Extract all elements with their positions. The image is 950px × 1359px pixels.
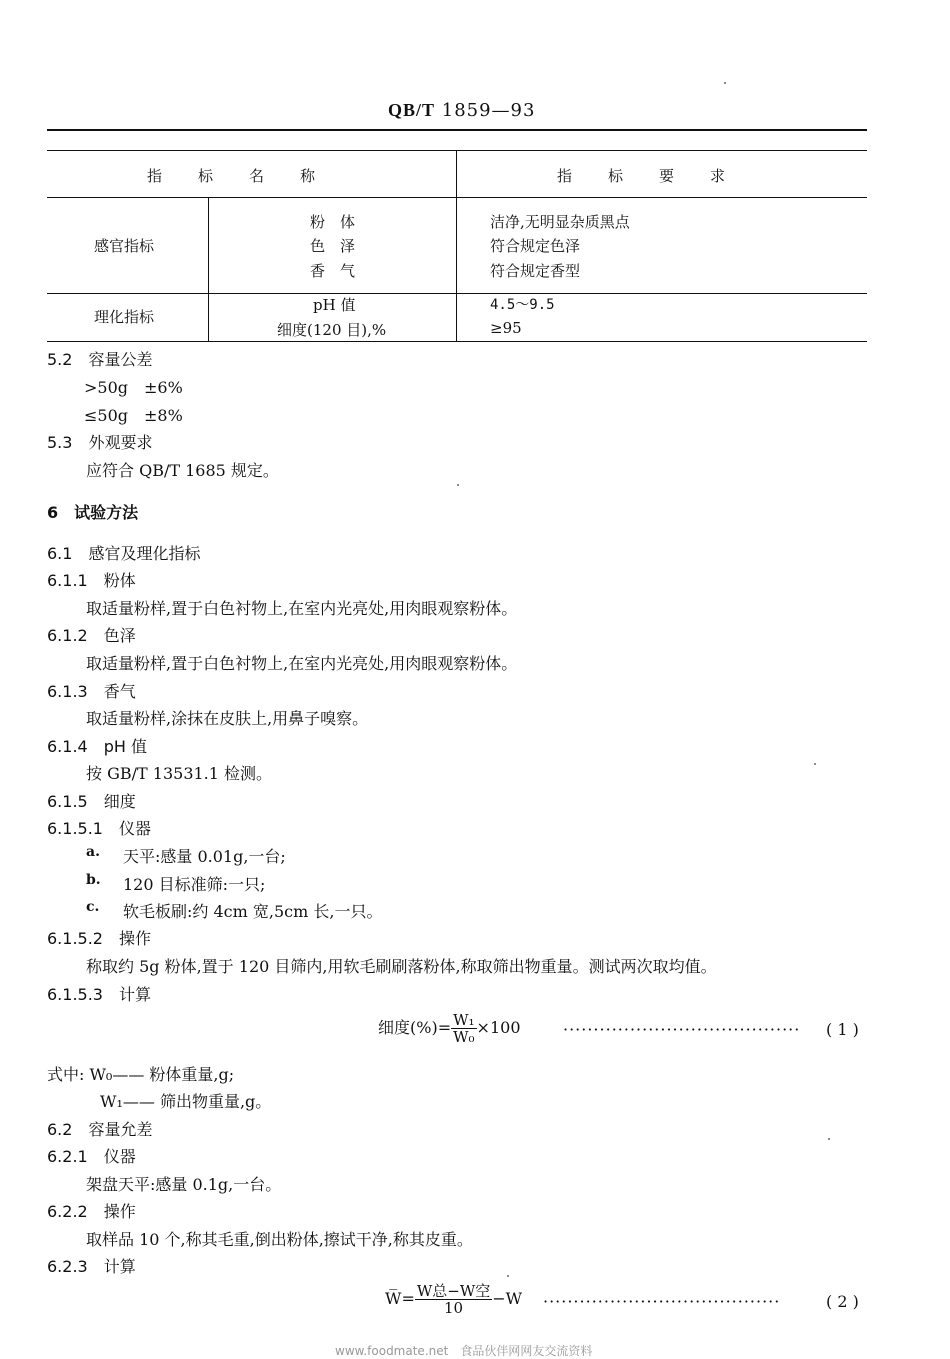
table-category-sensory: 感官指标 — [94, 237, 155, 255]
header-rule — [47, 129, 867, 131]
section-6-heading: 6 试验方法 — [47, 503, 139, 522]
section-6-1-5-heading: 6.1.5 细度 — [47, 792, 136, 811]
formula-2-denominator: 10 — [444, 1299, 464, 1317]
table-item-req: 4.5～9.5 — [490, 297, 555, 313]
scan-speck — [724, 82, 726, 84]
section-6-2-heading: 6.2 容量允差 — [47, 1120, 153, 1139]
list-item-c: 软毛板刷:约 4cm 宽,5cm 长,一只。 — [123, 902, 383, 921]
formula-2 — [385, 1283, 522, 1316]
formula-2-number: ( 2 ) — [826, 1292, 859, 1311]
section-6-1-4-text: 按 GB/T 13531.1 检测。 — [86, 764, 273, 783]
formula-2-lhs: W̅= — [385, 1289, 415, 1308]
formula-2-fraction — [415, 1283, 492, 1316]
section-6-2-1-heading: 6.2.1 仪器 — [47, 1147, 136, 1166]
formula-1-number: ( 1 ) — [826, 1020, 859, 1039]
section-6-1-5-3-heading: 6.1.5.3 计算 — [47, 985, 151, 1004]
formula-1-rhs: ×100 — [476, 1018, 521, 1037]
section-6-2-2-text: 取样品 10 个,称其毛重,倒出粉体,擦试干净,称其皮重。 — [86, 1230, 473, 1249]
formula-1 — [378, 1012, 521, 1045]
section-5-3-text: 应符合 QB/T 1685 规定。 — [86, 461, 279, 480]
list-label-a: a. — [86, 844, 100, 860]
scan-speck — [457, 484, 459, 486]
section-6-1-1-heading: 6.1.1 粉体 — [47, 571, 136, 590]
list-item-a: 天平:感量 0.01g,一台; — [123, 847, 286, 866]
section-6-1-3-text: 取适量粉样,涂抹在皮肤上,用鼻子嗅察。 — [86, 709, 369, 728]
section-6-1-5-1-heading: 6.1.5.1 仪器 — [47, 819, 151, 838]
table-item-req: 符合规定香型 — [490, 262, 581, 280]
section-6-2-3-heading: 6.2.3 计算 — [47, 1257, 136, 1276]
table-group-divider — [47, 293, 867, 294]
formula-1-fraction — [451, 1012, 476, 1045]
table-item-name: 香 气 — [310, 262, 356, 280]
table-header-name: 指 标 名 称 — [147, 167, 318, 185]
section-6-1-heading: 6.1 感官及理化指标 — [47, 544, 201, 563]
section-6-1-4-heading: 6.1.4 pH 值 — [47, 737, 147, 756]
scan-speck — [814, 763, 816, 765]
standard-code: 1859—93 — [441, 100, 536, 121]
table-header-divider — [47, 197, 867, 198]
table-item-req: ≥95 — [490, 319, 522, 337]
section-5-2-heading: 5.2 容量公差 — [47, 350, 153, 369]
list-item-b: 120 目标准筛:一只; — [123, 875, 266, 894]
tolerance-line: ≤50g ±8% — [84, 406, 183, 425]
list-label-c: c. — [86, 899, 100, 915]
table-item-req: 洁净,无明显杂质黑点 — [490, 213, 630, 231]
table-col-divider — [456, 151, 457, 341]
table-category-divider — [208, 197, 209, 341]
table-category-physchem: 理化指标 — [94, 308, 155, 326]
section-6-1-5-2-text: 称取约 5g 粉体,置于 120 目筛内,用软毛刷刷落粉体,称取筛出物重量。测试两次取均值。 — [86, 957, 717, 976]
where-line-1: 式中: W₀—— 粉体重量,g; — [47, 1065, 235, 1084]
formula-1-leader: ······································· — [563, 1020, 801, 1039]
section-6-1-3-heading: 6.1.3 香气 — [47, 682, 136, 701]
section-5-3-heading: 5.3 外观要求 — [47, 433, 153, 452]
section-6-1-2-heading: 6.1.2 色泽 — [47, 626, 136, 645]
formula-1-denominator: W₀ — [453, 1028, 475, 1046]
formula-2-rhs: −W — [492, 1289, 523, 1308]
standard-number-header — [388, 100, 535, 121]
formula-2-numerator: W总−W空 — [416, 1282, 491, 1300]
formula-1-numerator: W₁ — [453, 1011, 475, 1029]
tolerance-line: >50g ±6% — [84, 378, 183, 397]
where-line-2: W₁—— 筛出物重量,g。 — [100, 1092, 272, 1111]
scan-speck — [507, 1275, 509, 1277]
formula-2-leader: ······································· — [543, 1292, 781, 1311]
table-header-requirement: 指 标 要 求 — [557, 167, 728, 185]
table-item-name: 细度(120 目),% — [277, 321, 387, 339]
scan-speck — [828, 1138, 830, 1140]
section-6-1-2-text: 取适量粉样,置于白色衬物上,在室内光亮处,用肉眼观察粉体。 — [86, 654, 518, 673]
table-item-name: pH 值 — [313, 296, 356, 314]
standard-prefix: QB/T — [388, 100, 436, 120]
footer-watermark: www.foodmate.net 食品伙伴网网友交流资料 — [335, 1344, 593, 1358]
section-6-2-1-text: 架盘天平:感量 0.1g,一台。 — [86, 1175, 282, 1194]
table-item-name: 粉 体 — [310, 213, 356, 231]
table-item-req: 符合规定色泽 — [490, 237, 581, 255]
section-6-2-2-heading: 6.2.2 操作 — [47, 1202, 136, 1221]
section-6-1-1-text: 取适量粉样,置于白色衬物上,在室内光亮处,用肉眼观察粉体。 — [86, 599, 518, 618]
section-6-1-5-2-heading: 6.1.5.2 操作 — [47, 929, 151, 948]
formula-1-lhs: 细度(%)= — [378, 1018, 452, 1037]
list-label-b: b. — [86, 872, 101, 888]
table-item-name: 色 泽 — [310, 237, 356, 255]
requirements-table — [47, 150, 867, 342]
